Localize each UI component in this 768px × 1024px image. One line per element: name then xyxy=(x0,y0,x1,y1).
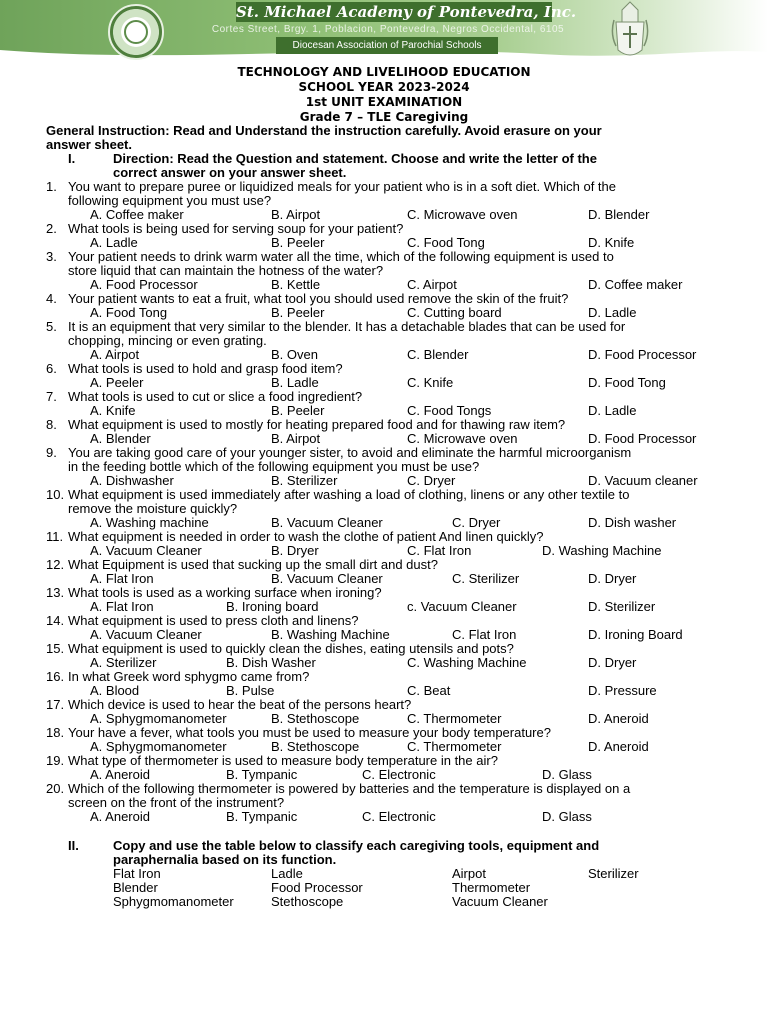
question-text: Your patient needs to drink warm water all the time, which of the following equipment is used to xyxy=(68,249,614,264)
answer-option: D. Aneroid xyxy=(588,711,649,726)
question-text: store liquid that can maintain the hotness of the water? xyxy=(68,263,384,278)
answer-option: C. Flat Iron xyxy=(407,543,472,558)
question-text: What type of thermometer is used to measure body temperature in the air? xyxy=(68,753,498,768)
answer-option: B. Airpot xyxy=(271,431,321,446)
answer-option: C. Thermometer xyxy=(407,739,502,754)
question-number: 8. xyxy=(46,417,57,432)
question-number: 15. xyxy=(46,641,65,656)
question-number: 12. xyxy=(46,557,65,572)
question-text: Your patient wants to eat a fruit, what tool you should used remove the skin of the fruit? xyxy=(68,291,569,306)
answer-option: A. Ladle xyxy=(90,235,138,250)
question-text: What equipment is used to press cloth and linens? xyxy=(68,613,359,628)
answer-option: D. Glass xyxy=(542,767,592,782)
question-number: 18. xyxy=(46,725,65,740)
question-text: remove the moisture quickly? xyxy=(68,501,238,516)
classification-item: Sphygmomanometer xyxy=(113,894,234,909)
question-number: 17. xyxy=(46,697,65,712)
answer-option: C. Dryer xyxy=(407,473,456,488)
part-1-direction-line-2: correct answer on your answer sheet. xyxy=(113,165,347,180)
answer-option: A. Peeler xyxy=(90,375,144,390)
exam-title-exam: 1st UNIT EXAMINATION xyxy=(305,95,463,109)
answer-option: A. Airpot xyxy=(90,347,140,362)
answer-option: D. Coffee maker xyxy=(588,277,683,292)
answer-option: B. Washing Machine xyxy=(271,627,390,642)
answer-option: B. Ladle xyxy=(271,375,319,390)
question-text: It is an equipment that very similar to the blender. It has a detachable blades that can be used for xyxy=(68,319,626,334)
classification-item: Ladle xyxy=(271,866,303,881)
question-text: screen on the front of the instrument? xyxy=(68,795,285,810)
question-text: What Equipment is used that sucking up the small dirt and dust? xyxy=(68,557,438,572)
answer-option: B. Vacuum Cleaner xyxy=(271,515,383,530)
answer-option: D. Blender xyxy=(588,207,650,222)
answer-option: A. Washing machine xyxy=(90,515,209,530)
question-number: 20. xyxy=(46,781,65,796)
part-2-numeral: II. xyxy=(68,838,79,853)
answer-option: A. Food Tong xyxy=(90,305,168,320)
question-number: 14. xyxy=(46,613,65,628)
answer-option: C. Electronic xyxy=(362,809,436,824)
answer-option: A. Sphygmomanometer xyxy=(90,711,227,726)
answer-option: B. Peeler xyxy=(271,235,325,250)
answer-option: A. Knife xyxy=(90,403,136,418)
classification-item: Sterilizer xyxy=(588,866,639,881)
answer-option: D. Ironing Board xyxy=(588,627,683,642)
school-name: St. Michael Academy of Pontevedra, Inc. xyxy=(236,3,577,21)
question-number: 2. xyxy=(46,221,57,236)
answer-option: D. Ladle xyxy=(588,305,637,320)
question-text: You are taking good care of your younger sister, to avoid and eliminate the harmful microorganism xyxy=(68,445,632,460)
answer-option: C. Blender xyxy=(407,347,469,362)
question-number: 11. xyxy=(46,529,64,544)
question-text: What equipment is used immediately after washing a load of clothing, linens or any other textile to xyxy=(68,487,630,502)
answer-option: B. Stethoscope xyxy=(271,739,360,754)
answer-option: c. Vacuum Cleaner xyxy=(407,599,517,614)
answer-option: A. Aneroid xyxy=(90,767,150,782)
answer-option: B. Peeler xyxy=(271,305,325,320)
diocesan-label: Diocesan Association of Parochial Schools xyxy=(276,37,498,54)
answer-option: A. Blender xyxy=(90,431,151,446)
answer-option: A. Blood xyxy=(90,683,140,698)
question-number: 7. xyxy=(46,389,57,404)
question-number: 9. xyxy=(46,445,57,460)
answer-option: A. Dishwasher xyxy=(90,473,174,488)
answer-option: D. Pressure xyxy=(588,683,657,698)
answer-option: B. Stethoscope xyxy=(271,711,360,726)
question-text: Your have a fever, what tools you must be used to measure your body temperature? xyxy=(68,725,551,740)
answer-option: D. Food Processor xyxy=(588,347,697,362)
answer-option: C. Dryer xyxy=(452,515,501,530)
question-text: chopping, mincing or even grating. xyxy=(68,333,267,348)
answer-option: C. Thermometer xyxy=(407,711,502,726)
answer-option: D. Aneroid xyxy=(588,739,649,754)
answer-option: D. Dryer xyxy=(588,655,637,670)
answer-option: A. Flat Iron xyxy=(90,599,154,614)
answer-option: B. Peeler xyxy=(271,403,325,418)
answer-option: C. Microwave oven xyxy=(407,431,518,446)
answer-option: A. Food Processor xyxy=(90,277,198,292)
school-address: Cortes Street, Brgy. 1, Poblacion, Pontevedra, Negros Occidental, 6105 xyxy=(211,24,565,35)
exam-title-school-year: SCHOOL YEAR 2023-2024 xyxy=(298,80,470,94)
question-text: You want to prepare puree or liquidized meals for your patient who is in a soft diet. Which of the xyxy=(68,179,616,194)
answer-option: B. Tympanic xyxy=(226,809,298,824)
answer-option: D. Washing Machine xyxy=(542,543,662,558)
question-text: What equipment is used to quickly clean the dishes, eating utensils and pots? xyxy=(68,641,514,656)
classification-item: Food Processor xyxy=(271,880,363,895)
classification-item: Flat Iron xyxy=(113,866,161,881)
answer-option: C. Cutting board xyxy=(407,305,502,320)
diocese-crest-icon xyxy=(608,0,652,62)
question-number: 6. xyxy=(46,361,57,376)
classification-item: Thermometer xyxy=(452,880,531,895)
question-text: What tools is used as a working surface when ironing? xyxy=(68,585,382,600)
answer-option: B. Sterilizer xyxy=(271,473,338,488)
question-number: 4. xyxy=(46,291,57,306)
answer-option: D. Food Tong xyxy=(588,375,666,390)
answer-option: D. Food Processor xyxy=(588,431,697,446)
answer-option: D. Glass xyxy=(542,809,592,824)
answer-option: B. Dryer xyxy=(271,543,319,558)
school-seal-icon xyxy=(108,4,164,60)
answer-option: C. Food Tongs xyxy=(407,403,492,418)
answer-option: D. Ladle xyxy=(588,403,637,418)
question-number: 16. xyxy=(46,669,65,684)
classification-item: Airpot xyxy=(452,866,486,881)
answer-option: A. Flat Iron xyxy=(90,571,154,586)
answer-option: C. Beat xyxy=(407,683,451,698)
answer-option: A. Aneroid xyxy=(90,809,150,824)
answer-option: A. Vacuum Cleaner xyxy=(90,627,202,642)
answer-option: C. Food Tong xyxy=(407,235,485,250)
question-text: What equipment is used to mostly for heating prepared food and for thawing raw item? xyxy=(68,417,566,432)
answer-option: C. Microwave oven xyxy=(407,207,518,222)
general-instruction-line-2: answer sheet. xyxy=(46,137,132,152)
answer-option: C. Airpot xyxy=(407,277,457,292)
answer-option: C. Washing Machine xyxy=(407,655,527,670)
answer-option: B. Oven xyxy=(271,347,318,362)
answer-option: D. Dish washer xyxy=(588,515,677,530)
answer-option: C. Electronic xyxy=(362,767,436,782)
answer-option: B. Dish Washer xyxy=(226,655,316,670)
answer-option: D. Dryer xyxy=(588,571,637,586)
question-text: Which of the following thermometer is powered by batteries and the temperature is displayed on a xyxy=(68,781,631,796)
answer-option: B. Ironing board xyxy=(226,599,319,614)
answer-option: A. Coffee maker xyxy=(90,207,184,222)
question-number: 3. xyxy=(46,249,57,264)
general-instruction-line-1: General Instruction: Read and Understand the instruction carefully. Avoid erasure on your xyxy=(46,123,602,138)
question-text: What tools is used to hold and grasp food item? xyxy=(68,361,343,376)
part-2-direction-line-1: Copy and use the table below to classify each caregiving tools, equipment and xyxy=(113,838,600,853)
classification-item: Vacuum Cleaner xyxy=(452,894,548,909)
part-2-direction-line-2: paraphernalia based on its function. xyxy=(113,852,337,867)
question-text: What tools is used to cut or slice a food ingredient? xyxy=(68,389,363,404)
answer-option: A. Sphygmomanometer xyxy=(90,739,227,754)
part-1-numeral: I. xyxy=(68,151,76,166)
question-number: 1. xyxy=(46,179,57,194)
question-text: What tools is being used for serving soup for your patient? xyxy=(68,221,404,236)
answer-option: C. Knife xyxy=(407,375,454,390)
question-number: 5. xyxy=(46,319,57,334)
answer-option: A. Sterilizer xyxy=(90,655,157,670)
answer-option: A. Vacuum Cleaner xyxy=(90,543,202,558)
answer-option: B. Vacuum Cleaner xyxy=(271,571,383,586)
question-text: in the feeding bottle which of the following equipment you must be use? xyxy=(68,459,480,474)
answer-option: D. Sterilizer xyxy=(588,599,656,614)
question-text: following equipment you must use? xyxy=(68,193,272,208)
question-number: 10. xyxy=(46,487,65,502)
answer-option: B. Tympanic xyxy=(226,767,298,782)
exam-title-grade: Grade 7 – TLE Caregiving xyxy=(299,110,469,124)
question-text: In what Greek word sphygmo came from? xyxy=(68,669,310,684)
answer-option: C. Flat Iron xyxy=(452,627,517,642)
question-text: Which device is used to hear the beat of the persons heart? xyxy=(68,697,412,712)
question-number: 13. xyxy=(46,585,65,600)
exam-title-subject: TECHNOLOGY AND LIVELIHOOD EDUCATION xyxy=(237,65,531,79)
classification-item: Stethoscope xyxy=(271,894,344,909)
question-number: 19. xyxy=(46,753,65,768)
answer-option: B. Kettle xyxy=(271,277,321,292)
answer-option: C. Sterilizer xyxy=(452,571,520,586)
question-text: What equipment is needed in order to wash the clothe of patient And linen quickly? xyxy=(68,529,544,544)
answer-option: D. Knife xyxy=(588,235,635,250)
answer-option: D. Vacuum cleaner xyxy=(588,473,698,488)
part-1-direction-line-1: Direction: Read the Question and statement. Choose and write the letter of the xyxy=(113,151,597,166)
classification-item: Blender xyxy=(113,880,158,895)
answer-option: B. Pulse xyxy=(226,683,275,698)
answer-option: B. Airpot xyxy=(271,207,321,222)
